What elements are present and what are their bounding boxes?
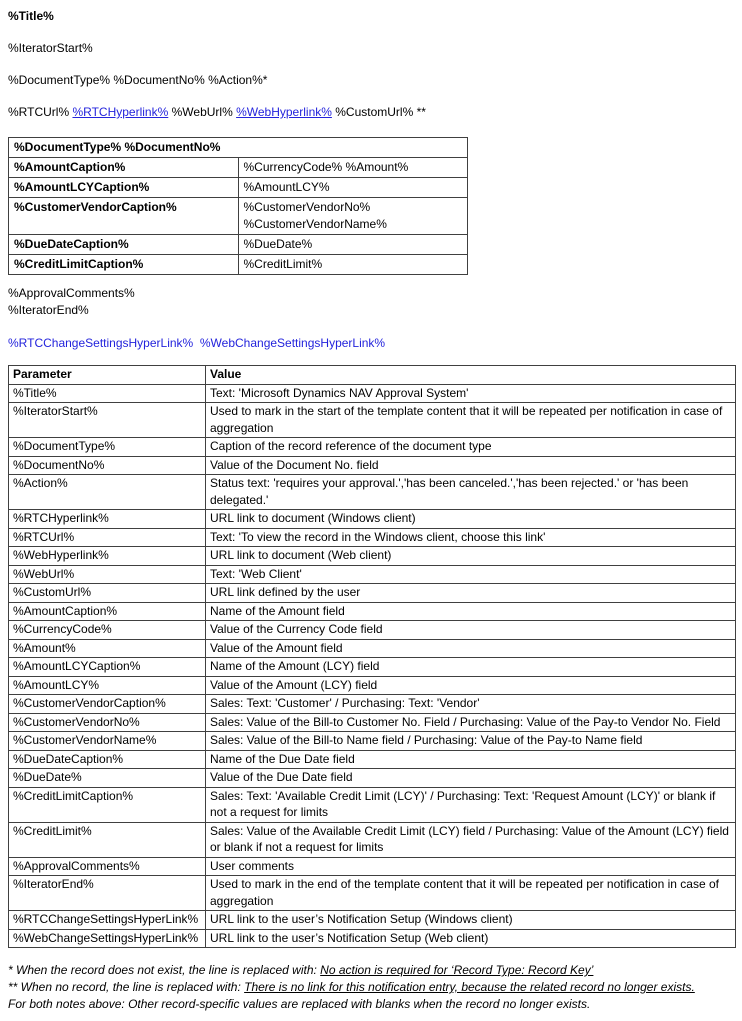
parameter-cell: %CustomUrl% (9, 584, 206, 603)
value-cell: Used to mark in the start of the template content that it will be repeated per notification in case of aggregation (206, 403, 736, 438)
footnote-prefix: * When the record does not exist, the line is replaced with: (8, 963, 321, 977)
value-cell: Status text: 'requires your approval.','has been canceled.','has been rejected.' or 'has been delegated.' (206, 475, 736, 510)
template-detail-table (8, 137, 468, 275)
rtc-hyperlink[interactable]: %RTCHyperlink% (72, 105, 169, 119)
parameter-cell: %DueDateCaption% (9, 750, 206, 769)
parameter-cell: %DueDate% (9, 769, 206, 788)
parameter-cell: %RTCHyperlink% (9, 510, 206, 529)
detail-row (9, 235, 468, 255)
detail-header-row (9, 138, 468, 158)
value-cell: User comments (206, 857, 736, 876)
template-approval-comments: %ApprovalComments% (8, 286, 135, 300)
detail-caption-cell: %AmountLCYCaption% (9, 178, 239, 198)
value-cell: Text: 'Microsoft Dynamics NAV Approval System' (206, 384, 736, 403)
value-cell: Value of the Amount (LCY) field (206, 676, 736, 695)
table-row (9, 732, 736, 751)
detail-header-cell: %DocumentType% %DocumentNo% (9, 138, 468, 158)
parameter-cell: %AmountLCYCaption% (9, 658, 206, 677)
table-row (9, 769, 736, 788)
value-cell: Text: 'Web Client' (206, 565, 736, 584)
footnote-underlined-text: There is no link for this notification entry, because the related record no longer exists. (244, 980, 695, 994)
table-row (9, 911, 736, 930)
table-row (9, 676, 736, 695)
value-cell: Name of the Due Date field (206, 750, 736, 769)
web-url-token: %WebUrl% (171, 105, 233, 119)
parameter-cell: %RTCUrl% (9, 528, 206, 547)
parameter-cell: %Amount% (9, 639, 206, 658)
table-row (9, 475, 736, 510)
table-row (9, 750, 736, 769)
template-iterator-end: %IteratorEnd% (8, 303, 89, 317)
web-hyperlink[interactable]: %WebHyperlink% (236, 105, 332, 119)
footnote-line (8, 979, 736, 996)
value-cell: URL link to the user’s Notification Setup (Web client) (206, 929, 736, 948)
table-row (9, 510, 736, 529)
detail-row (9, 178, 468, 198)
parameter-cell: %AmountCaption% (9, 602, 206, 621)
template-document-line: %DocumentType% %DocumentNo% %Action%* (8, 73, 268, 87)
value-cell: URL link to the user’s Notification Setup (Windows client) (206, 911, 736, 930)
parameter-cell: %DocumentType% (9, 438, 206, 457)
table-row (9, 565, 736, 584)
table-row (9, 403, 736, 438)
parameter-table-header-row (9, 366, 736, 385)
table-row (9, 822, 736, 857)
template-links-line (8, 104, 736, 121)
value-cell: Value of the Due Date field (206, 769, 736, 788)
value-cell: Value of the Amount field (206, 639, 736, 658)
template-iterator-start: %IteratorStart% (8, 41, 93, 55)
parameter-cell: %CreditLimitCaption% (9, 787, 206, 822)
value-cell: Caption of the record reference of the document type (206, 438, 736, 457)
detail-value-cell: %DueDate% (238, 235, 468, 255)
table-row (9, 602, 736, 621)
value-cell: Used to mark in the end of the template content that it will be repeated per notification in case of aggregation (206, 876, 736, 911)
parameter-cell: %IteratorEnd% (9, 876, 206, 911)
parameter-cell: %CustomerVendorNo% (9, 713, 206, 732)
detail-row (9, 255, 468, 275)
table-row (9, 929, 736, 948)
value-cell: Name of the Amount (LCY) field (206, 658, 736, 677)
web-change-settings-hyperlink[interactable]: %WebChangeSettingsHyperLink% (199, 336, 386, 350)
detail-row (9, 158, 468, 178)
table-row (9, 787, 736, 822)
rtc-change-settings-hyperlink[interactable]: %RTCChangeSettingsHyperLink% (8, 336, 194, 350)
value-cell: URL link defined by the user (206, 584, 736, 603)
value-cell: URL link to document (Web client) (206, 547, 736, 566)
table-row (9, 658, 736, 677)
parameter-cell: %WebHyperlink% (9, 547, 206, 566)
value-cell: URL link to document (Windows client) (206, 510, 736, 529)
value-cell: Sales: Value of the Bill-to Name field / Purchasing: Value of the Pay-to Name field (206, 732, 736, 751)
custom-url-token: %CustomUrl% (335, 105, 414, 119)
value-cell: Name of the Amount field (206, 602, 736, 621)
parameter-cell: %RTCChangeSettingsHyperLink% (9, 911, 206, 930)
detail-value-cell: %AmountLCY% (238, 178, 468, 198)
template-title: %Title% (8, 9, 54, 23)
detail-caption-cell: %AmountCaption% (9, 158, 239, 178)
detail-value-cell: %CustomerVendorNo% %CustomerVendorName% (238, 198, 468, 235)
parameter-cell: %Action% (9, 475, 206, 510)
table-row (9, 456, 736, 475)
parameter-cell: %CurrencyCode% (9, 621, 206, 640)
parameter-cell: %WebChangeSettingsHyperLink% (9, 929, 206, 948)
detail-value-cell: %CurrencyCode% %Amount% (238, 158, 468, 178)
table-row (9, 639, 736, 658)
footnote-underlined-text: No action is required for ‘Record Type: Record Key’ (320, 963, 594, 977)
parameter-cell: %CustomerVendorName% (9, 732, 206, 751)
parameter-cell: %IteratorStart% (9, 403, 206, 438)
double-asterisk-note-marker: ** (416, 105, 426, 119)
table-row (9, 695, 736, 714)
table-row (9, 621, 736, 640)
parameter-reference-table (8, 365, 736, 948)
parameter-cell: %Title% (9, 384, 206, 403)
value-cell: Value of the Currency Code field (206, 621, 736, 640)
value-column-header: Value (206, 366, 736, 385)
footnote-prefix: ** When no record, the line is replaced with: (8, 980, 245, 994)
table-row (9, 438, 736, 457)
footnote-line (8, 962, 736, 979)
table-row (9, 584, 736, 603)
footnotes-section (8, 962, 736, 1013)
value-cell: Sales: Text: 'Customer' / Purchasing: Text: 'Vendor' (206, 695, 736, 714)
footnote-prefix: For both notes above: Other record-specific values are replaced with blanks when the record no longer exists. (8, 997, 591, 1011)
parameter-cell: %CustomerVendorCaption% (9, 695, 206, 714)
detail-caption-cell: %CustomerVendorCaption% (9, 198, 239, 235)
rtc-url-token: %RTCUrl% (8, 105, 70, 119)
value-cell: Text: 'To view the record in the Windows client, choose this link' (206, 528, 736, 547)
template-change-settings-line (8, 335, 736, 352)
detail-row (9, 198, 468, 235)
parameter-cell: %ApprovalComments% (9, 857, 206, 876)
value-cell: Value of the Document No. field (206, 456, 736, 475)
table-row (9, 384, 736, 403)
table-row (9, 528, 736, 547)
table-row (9, 547, 736, 566)
parameter-cell: %AmountLCY% (9, 676, 206, 695)
value-cell: Sales: Value of the Bill-to Customer No. Field / Purchasing: Value of the Pay-to Vendor No. Field (206, 713, 736, 732)
table-row (9, 713, 736, 732)
table-row (9, 876, 736, 911)
detail-caption-cell: %CreditLimitCaption% (9, 255, 239, 275)
parameter-cell: %WebUrl% (9, 565, 206, 584)
detail-value-cell: %CreditLimit% (238, 255, 468, 275)
value-cell: Sales: Value of the Available Credit Limit (LCY) field / Purchasing: Value of the Amount (LCY) field or blank if not a request for limits (206, 822, 736, 857)
value-cell: Sales: Text: 'Available Credit Limit (LCY)' / Purchasing: Text: 'Request Amount (LCY)' or blank if not a request for limits (206, 787, 736, 822)
footnote-line (8, 996, 736, 1013)
parameter-cell: %DocumentNo% (9, 456, 206, 475)
table-row (9, 857, 736, 876)
parameter-column-header: Parameter (9, 366, 206, 385)
parameter-cell: %CreditLimit% (9, 822, 206, 857)
detail-caption-cell: %DueDateCaption% (9, 235, 239, 255)
